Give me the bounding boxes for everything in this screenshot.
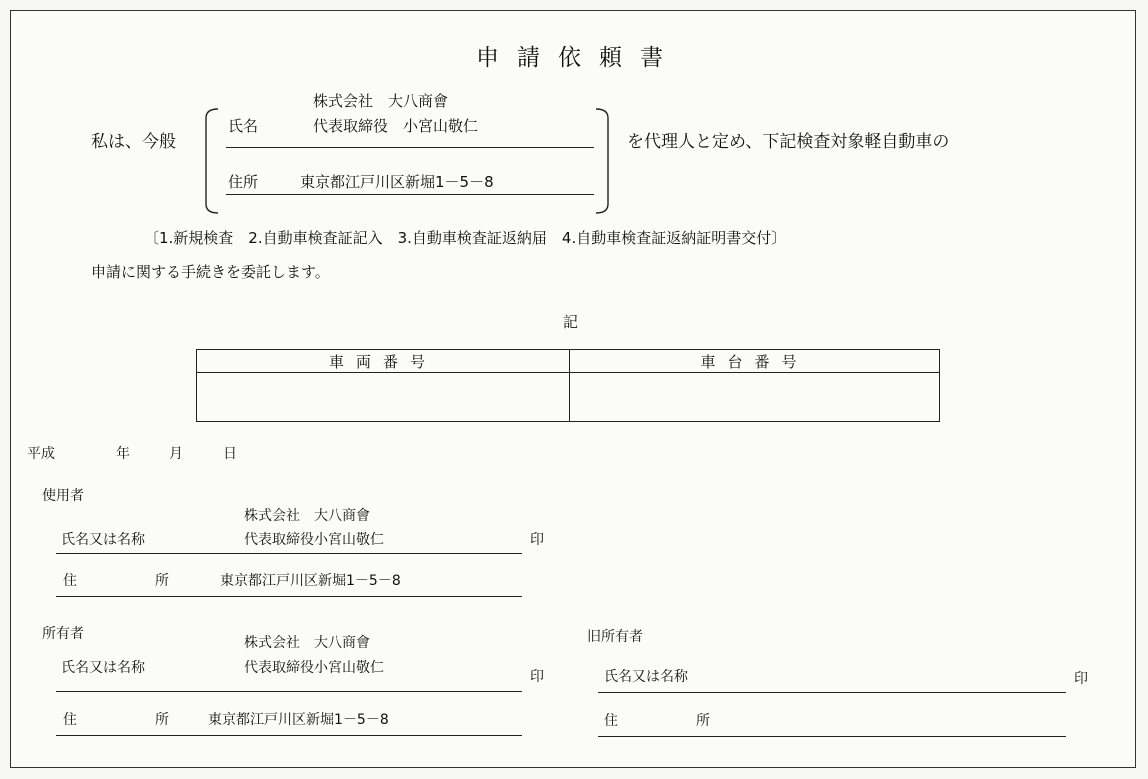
owner-name-label: 氏名又は名称	[61, 660, 145, 676]
owner-address-label-2: 所	[155, 712, 169, 728]
left-bracket	[202, 108, 220, 214]
date-year: 年	[116, 446, 130, 462]
user-name-value: 代表取締役小宮山敬仁	[244, 532, 384, 548]
agent-address-label: 住所	[228, 173, 259, 191]
right-bracket	[594, 108, 612, 214]
vehicle-table	[196, 349, 940, 422]
owner-address-value: 東京都江戸川区新堀1－5－8	[208, 712, 389, 728]
agent-name-underline	[226, 147, 594, 148]
owner-address-label-1: 住	[63, 712, 77, 728]
user-address-underline	[56, 596, 522, 597]
date-era: 平成	[27, 446, 55, 462]
owner-address-underline	[56, 735, 522, 736]
owner-heading: 所有者	[42, 626, 84, 642]
agent-company: 株式会社 大八商會	[313, 92, 449, 110]
date-month: 月	[169, 446, 183, 462]
user-company: 株式会社 大八商會	[244, 508, 370, 524]
request-line: 申請に関する手続きを委託します。	[91, 263, 330, 281]
chassis-number-header: 車台番号	[570, 350, 940, 373]
intro-suffix: を代理人と定め、下記検査対象軽自動車の	[627, 132, 950, 152]
previous-owner-address-underline	[598, 736, 1066, 737]
previous-owner-heading: 旧所有者	[587, 629, 643, 645]
ki-heading: 記	[563, 313, 579, 331]
date-day: 日	[223, 446, 237, 462]
previous-owner-name-label: 氏名又は名称	[604, 669, 688, 685]
user-name-label: 氏名又は名称	[61, 532, 145, 548]
document-title: 申請依頼書	[476, 45, 681, 71]
agent-name-label: 氏名	[228, 117, 259, 135]
vehicle-number-header: 車両番号	[197, 350, 570, 373]
agent-address-underline	[226, 194, 594, 195]
user-address-value: 東京都江戸川区新堀1－5－8	[220, 573, 401, 589]
procedure-options: 〔1.新規検査 2.自動車検査証記入 3.自動車検査証返納届 4.自動車検査証返納証明書交付〕	[144, 229, 787, 247]
owner-name-value: 代表取締役小宮山敬仁	[244, 660, 384, 676]
previous-owner-address-label-1: 住	[604, 713, 618, 729]
user-heading: 使用者	[42, 488, 84, 504]
agent-name-value: 代表取締役 小宮山敬仁	[313, 117, 479, 135]
vehicle-number-cell[interactable]	[197, 373, 570, 422]
user-seal: 印	[530, 532, 544, 548]
owner-seal: 印	[530, 669, 544, 685]
chassis-number-cell[interactable]	[570, 373, 940, 422]
user-address-label-2: 所	[155, 573, 169, 589]
intro-prefix: 私は、今般	[91, 132, 176, 152]
previous-owner-name-underline	[598, 692, 1066, 693]
previous-owner-seal: 印	[1074, 671, 1088, 687]
owner-name-underline	[56, 691, 522, 692]
agent-address-value: 東京都江戸川区新堀1－5－8	[300, 173, 494, 191]
user-name-underline	[56, 553, 522, 554]
user-address-label-1: 住	[63, 573, 77, 589]
owner-company: 株式会社 大八商會	[244, 635, 370, 651]
previous-owner-address-label-2: 所	[696, 713, 710, 729]
